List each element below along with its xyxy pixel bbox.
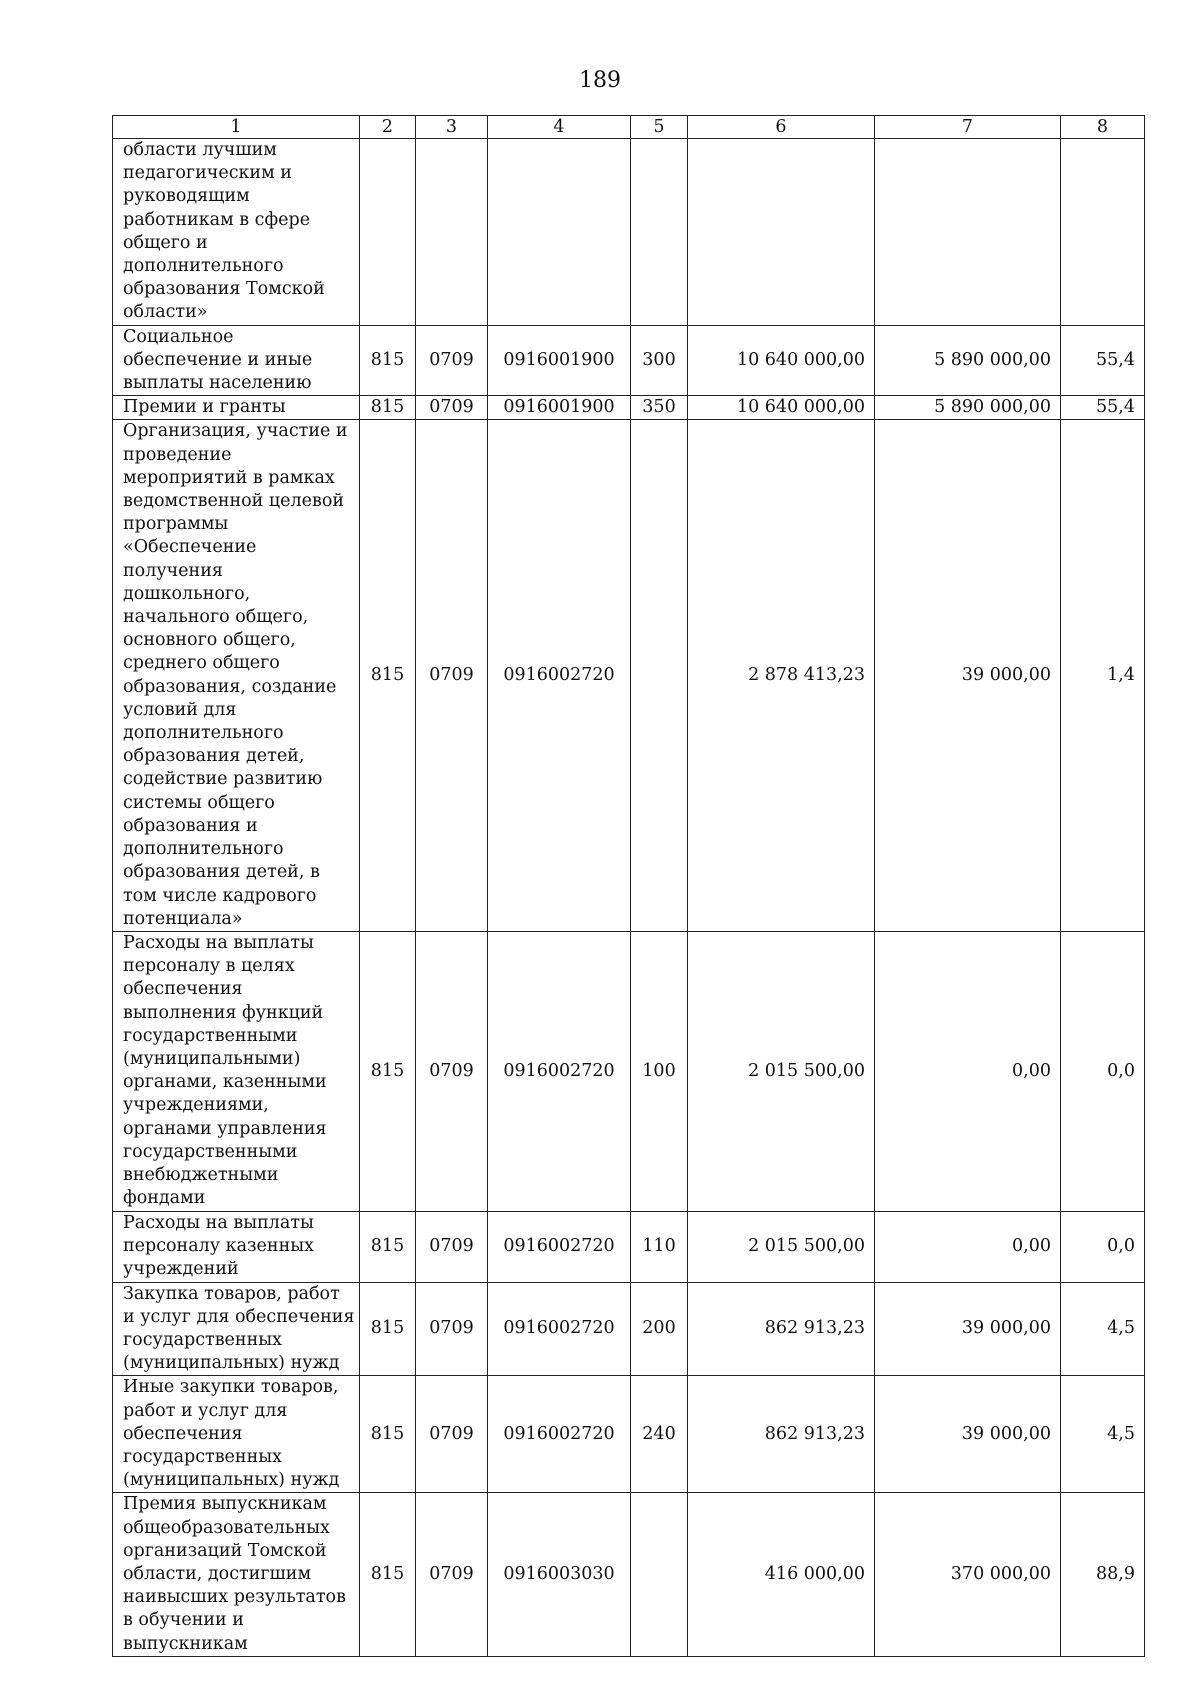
row-description: области лучшим педагогическим и руководящим работникам в сфере общего и дополнительного образования Томской области»: [113, 139, 360, 326]
expense-type-code: 110: [631, 1211, 688, 1282]
row-description: Организация, участие и проведение мероприятий в рамках ведомственной целевой программы «Обеспечение получения дошкольного, начального общего, основного общего, среднего общего образования, создание условий для дополнительного образования детей, содействие развитию системы общего образования и дополнительного образования детей, в том числе кадрового потенциала»: [113, 420, 360, 931]
planned-amount: 2 015 500,00: [688, 931, 875, 1211]
target-code: 0916001900: [488, 325, 631, 396]
column-header: 7: [875, 116, 1061, 139]
column-header: 5: [631, 116, 688, 139]
planned-amount: 2 015 500,00: [688, 1211, 875, 1282]
row-description: Расходы на выплаты персоналу в целях обеспечения выполнения функций государственными (муниципальными) органами, казенными учреждениями, органами управления государственными внебюджетными фондами: [113, 931, 360, 1211]
planned-amount: 2 878 413,23: [688, 420, 875, 931]
expense-type-code: 240: [631, 1376, 688, 1493]
column-header: 4: [488, 116, 631, 139]
executed-amount: 0,00: [875, 931, 1061, 1211]
planned-amount: [688, 139, 875, 326]
expense-type-code: 350: [631, 396, 688, 420]
target-code: 0916002720: [488, 420, 631, 931]
admin-code: 815: [360, 396, 416, 420]
planned-amount: 862 913,23: [688, 1376, 875, 1493]
section-code: 0709: [416, 931, 488, 1211]
admin-code: [360, 139, 416, 326]
table-row: [113, 396, 1145, 420]
target-code: 0916001900: [488, 396, 631, 420]
page-number: 189: [579, 68, 621, 93]
execution-percent: 55,4: [1061, 325, 1145, 396]
execution-percent: 55,4: [1061, 396, 1145, 420]
section-code: 0709: [416, 1282, 488, 1376]
column-header: 1: [113, 116, 360, 139]
admin-code: 815: [360, 1376, 416, 1493]
target-code: 0916002720: [488, 1282, 631, 1376]
execution-percent: 88,9: [1061, 1493, 1145, 1656]
column-header: 3: [416, 116, 488, 139]
admin-code: 815: [360, 420, 416, 931]
executed-amount: 0,00: [875, 1211, 1061, 1282]
column-header: 2: [360, 116, 416, 139]
admin-code: 815: [360, 1493, 416, 1656]
table-header-row: [113, 116, 1145, 139]
execution-percent: 1,4: [1061, 420, 1145, 931]
row-description: Расходы на выплаты персоналу казенных учреждений: [113, 1211, 360, 1282]
execution-percent: [1061, 139, 1145, 326]
executed-amount: 5 890 000,00: [875, 325, 1061, 396]
admin-code: 815: [360, 931, 416, 1211]
column-header: 6: [688, 116, 875, 139]
planned-amount: 416 000,00: [688, 1493, 875, 1656]
executed-amount: 5 890 000,00: [875, 396, 1061, 420]
expense-type-code: 100: [631, 931, 688, 1211]
row-description: Социальное обеспечение и иные выплаты населению: [113, 325, 360, 396]
section-code: [416, 139, 488, 326]
section-code: 0709: [416, 325, 488, 396]
budget-table: [112, 115, 1145, 1657]
table-row: [113, 931, 1145, 1211]
expense-type-code: 300: [631, 325, 688, 396]
row-description: Закупка товаров, работ и услуг для обеспечения государственных (муниципальных) нужд: [113, 1282, 360, 1376]
planned-amount: 10 640 000,00: [688, 396, 875, 420]
executed-amount: 39 000,00: [875, 1376, 1061, 1493]
target-code: [488, 139, 631, 326]
row-description: Иные закупки товаров, работ и услуг для обеспечения государственных (муниципальных) нужд: [113, 1376, 360, 1493]
section-code: 0709: [416, 1376, 488, 1493]
executed-amount: 370 000,00: [875, 1493, 1061, 1656]
execution-percent: 0,0: [1061, 931, 1145, 1211]
target-code: 0916003030: [488, 1493, 631, 1656]
execution-percent: 0,0: [1061, 1211, 1145, 1282]
admin-code: 815: [360, 325, 416, 396]
table-row: [113, 1282, 1145, 1376]
expense-type-code: [631, 420, 688, 931]
admin-code: 815: [360, 1211, 416, 1282]
target-code: 0916002720: [488, 1211, 631, 1282]
row-description: Премия выпускникам общеобразовательных организаций Томской области, достигшим наивысших результатов в обучении и выпускникам: [113, 1493, 360, 1656]
execution-percent: 4,5: [1061, 1376, 1145, 1493]
row-description: Премии и гранты: [113, 396, 360, 420]
table-row: [113, 139, 1145, 326]
expense-type-code: [631, 1493, 688, 1656]
executed-amount: [875, 139, 1061, 326]
admin-code: 815: [360, 1282, 416, 1376]
table-row: [113, 420, 1145, 931]
column-header: 8: [1061, 116, 1145, 139]
planned-amount: 862 913,23: [688, 1282, 875, 1376]
table-row: [113, 325, 1145, 396]
executed-amount: 39 000,00: [875, 1282, 1061, 1376]
expense-type-code: [631, 139, 688, 326]
table-row: [113, 1376, 1145, 1493]
execution-percent: 4,5: [1061, 1282, 1145, 1376]
target-code: 0916002720: [488, 1376, 631, 1493]
section-code: 0709: [416, 396, 488, 420]
planned-amount: 10 640 000,00: [688, 325, 875, 396]
section-code: 0709: [416, 1493, 488, 1656]
expense-type-code: 200: [631, 1282, 688, 1376]
executed-amount: 39 000,00: [875, 420, 1061, 931]
section-code: 0709: [416, 1211, 488, 1282]
table-row: [113, 1211, 1145, 1282]
target-code: 0916002720: [488, 931, 631, 1211]
section-code: 0709: [416, 420, 488, 931]
table-row: [113, 1493, 1145, 1656]
